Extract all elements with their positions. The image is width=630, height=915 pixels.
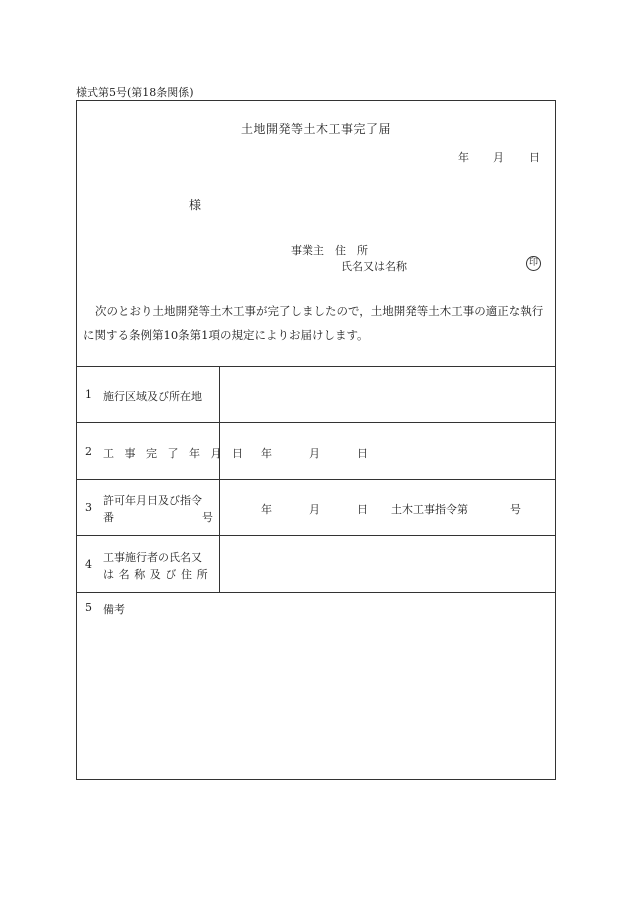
site-location-field[interactable] [223,370,549,418]
header-year-label: 年 [458,151,469,164]
applicant-name-label: 氏名又は名称 [341,260,407,273]
row-divider-4 [77,592,555,593]
permit-month-label: 月 [309,503,320,516]
completion-day-label: 日 [357,447,368,460]
row-3-number: 3 [85,501,92,514]
completion-month-label: 月 [309,447,320,460]
row-5-label: 備考 [103,603,125,616]
form-title: 土地開発等土木工事完了届 [240,122,391,136]
form-frame [76,100,556,780]
row-4-label-line2: は名称及び住所 [103,568,213,581]
notification-body-text: 次のとおり土地開発等土木工事が完了しましたので，土地開発等土木工事の適正な執行に関する条例第10条第1項の規定によりお届けします。 [83,304,544,342]
row-3-label-line1: 許可年月日及び指令 [103,494,202,507]
label-column-divider [219,366,220,592]
row-1-label: 施行区域及び所在地 [103,390,202,403]
row-4-label-line1: 工事施行者の氏名又 [103,551,202,564]
row-3-label-line2-right: 号 [202,511,213,524]
completion-year-label: 年 [261,447,272,460]
contractor-info-field[interactable] [223,539,549,587]
row-divider-2 [77,479,555,480]
table-top-border [77,366,555,367]
directive-number-label: 土木工事指令第 [391,503,468,516]
row-4-number: 4 [85,558,92,571]
header-day-label: 日 [529,151,540,164]
permit-year-label: 年 [261,503,272,516]
row-divider-3 [77,535,555,536]
seal-mark: 印 [526,256,541,271]
row-2-label: 工事完了年月日 [103,447,254,460]
form-number-label: 様式第5号(第18条関係) [76,86,194,99]
applicant-address-label: 事業主 住 所 [291,244,368,257]
row-2-number: 2 [85,445,92,458]
remarks-field[interactable] [83,619,549,773]
row-divider-1 [77,422,555,423]
row-1-number: 1 [85,388,92,401]
permit-day-label: 日 [357,503,368,516]
row-3-label-line2-left: 番 [103,511,114,524]
row-3-label-line2 [103,509,213,525]
row-5-number: 5 [85,601,92,614]
directive-number-suffix: 号 [510,503,521,516]
header-month-label: 月 [493,151,504,164]
addressee-honorific: 様 [189,198,202,212]
